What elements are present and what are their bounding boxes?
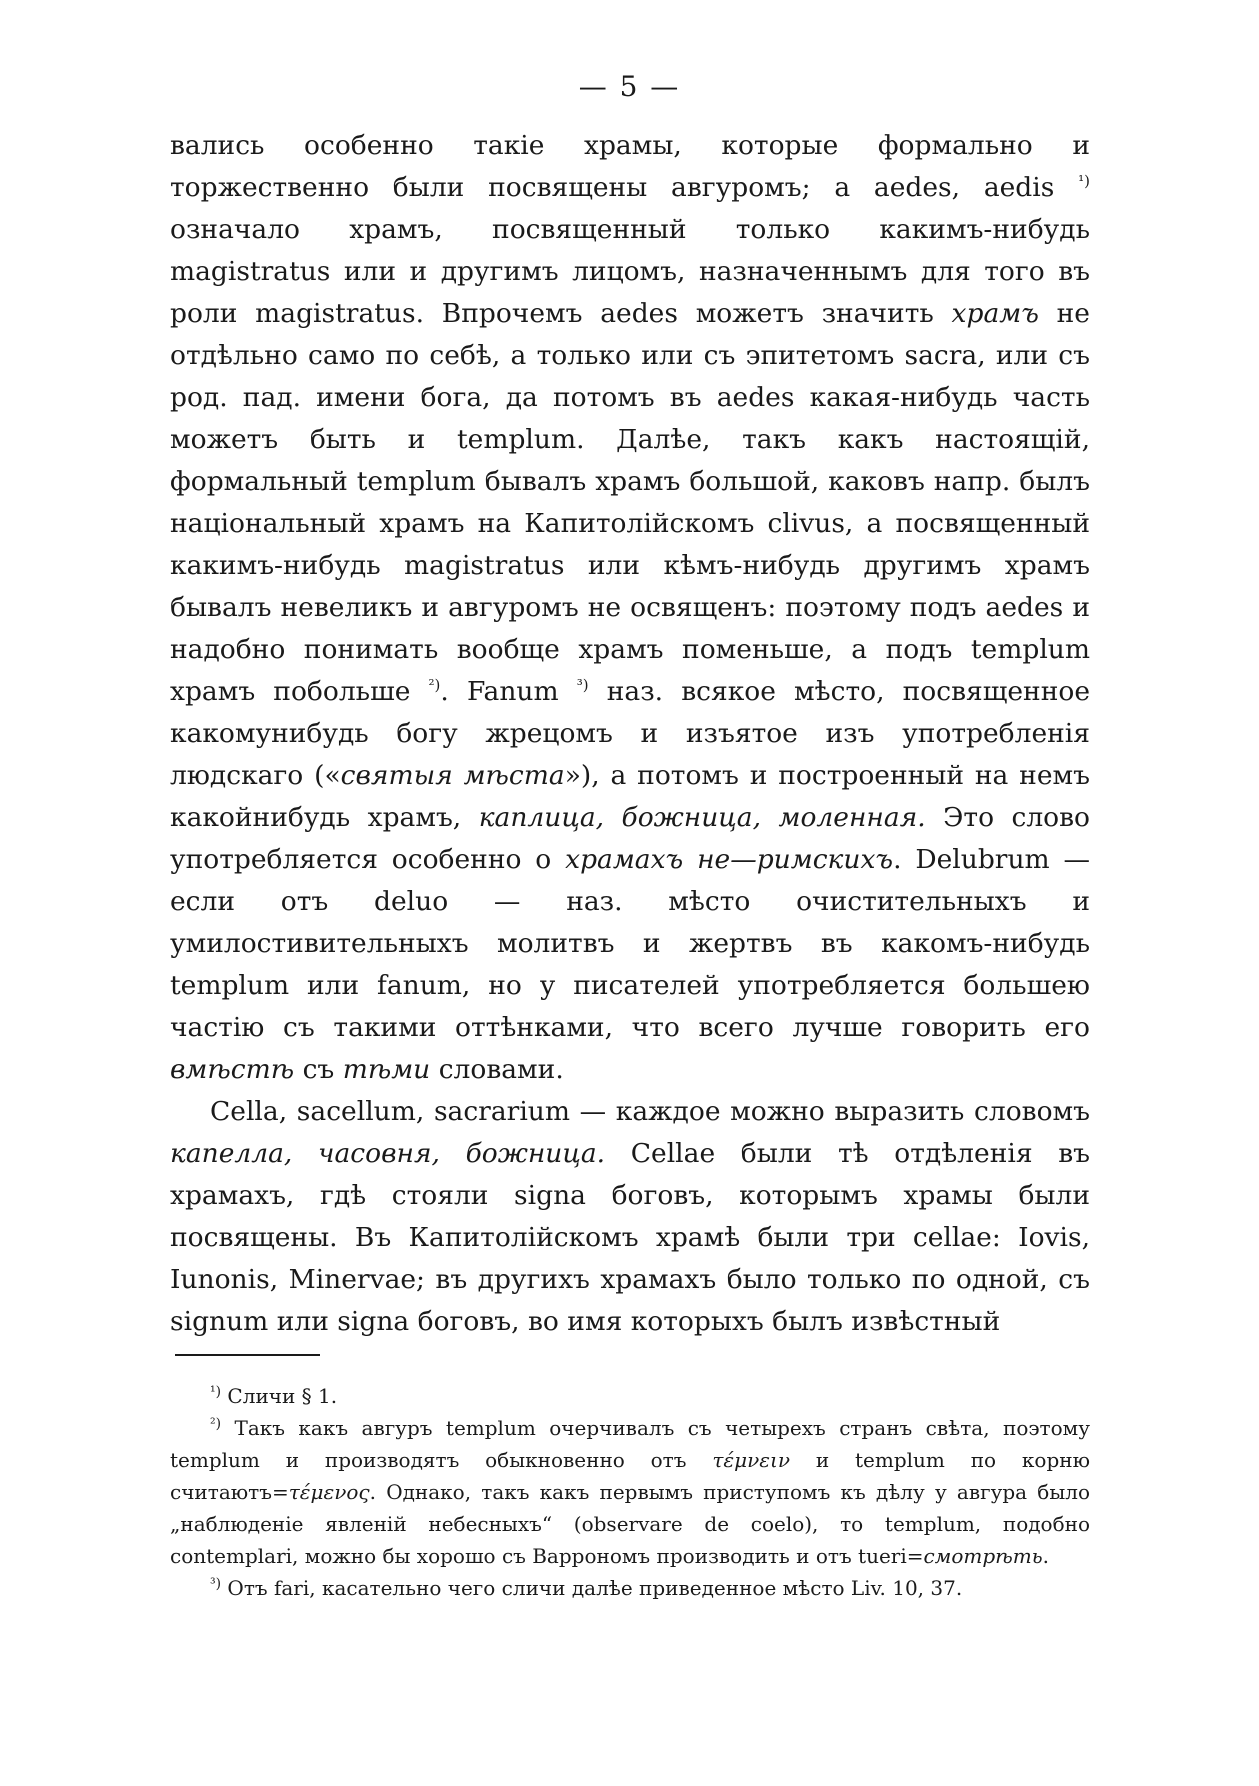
text-run: Cellae были тѣ отдѣленія въ храмахъ, гдѣ стояли signa боговъ, которымъ храмы были посвящены. Въ Капитолійскомъ храмѣ были три cellae: Iovis, Iunonis, Minervae; въ другихъ храмахъ было только по одной, съ signum или signa боговъ, во имя которыхъ былъ извѣстный <box>170 1138 1090 1337</box>
text-run: . Fanum <box>440 676 577 707</box>
footnote-ref-1: ¹) <box>1078 172 1090 190</box>
footnote-3 <box>170 1572 1090 1604</box>
italic-run: тѣми <box>342 1054 431 1085</box>
footnote-divider <box>175 1354 320 1356</box>
text-run: Это слово употребляется особенно о <box>170 802 1091 875</box>
footnote-mark: ³) <box>210 1576 222 1592</box>
footnote-text: и templum по корню считаютъ= <box>170 1448 1090 1504</box>
footnote-text: . <box>1042 1544 1049 1568</box>
footnote-1 <box>170 1380 1090 1412</box>
italic-run: храмъ <box>951 298 1039 329</box>
italic-run: смотрѣть <box>923 1544 1043 1568</box>
footnotes <box>170 1380 1090 1604</box>
text-run: . Delubrum — если отъ deluo — наз. мѣсто очистительныхъ и умилостивительныхъ молитвъ и жертвъ въ какомъ-нибудь templum или fanum, но у писателей употребляется большею частію съ такими оттѣнками, что всего лучше говорить его <box>170 844 1090 1043</box>
greek-word: τέμενος <box>288 1480 370 1504</box>
main-text <box>170 125 1090 1343</box>
italic-run: святыя мѣста <box>340 760 565 791</box>
greek-word: τέμνειν <box>712 1448 790 1472</box>
footnote-2 <box>170 1412 1090 1572</box>
page-number: — 5 — <box>578 70 681 103</box>
footnote-text: Такъ какъ авгуръ templum очерчивалъ съ четырехъ странъ свѣта, поэтому templum и производятъ обыкновенно отъ <box>170 1416 1090 1472</box>
footnote-ref-3: ³) <box>576 676 589 694</box>
paragraph-1 <box>170 125 1090 1091</box>
footnote-mark: ²) <box>210 1416 222 1432</box>
text-run: не отдѣльно само по себѣ, а только или съ эпитетомъ sacra, или съ род. пад. имени бога, да потомъ въ aedes какая-нибудь часть можетъ быть и templum. Далѣе, такъ какъ настоящій, формальный templum бывалъ храмъ большой, каковъ напр. былъ національный храмъ на Капитолійскомъ clivus, а посвященный какимъ-нибудь magistratus или кѣмъ-нибудь другимъ храмъ бывалъ невеликъ и авгуромъ не освященъ: поэтому подъ aedes и надобно понимать вообще храмъ поменьше, а подъ templum храмъ побольше <box>170 298 1090 707</box>
text-run: вались особенно такіе храмы, которые формально и торжественно были посвящены авгуромъ; а aedes, aedis <box>170 130 1090 203</box>
italic-run: храмахъ не—римскихъ <box>565 844 894 875</box>
footnote-ref-2: ²) <box>428 676 441 694</box>
italic-run: каплица, божница, моленная. <box>478 802 926 833</box>
text-run: означало храмъ, посвященный только какимъ-нибудь magistratus или и другимъ лицомъ, назначеннымъ для того въ роли magistratus. Впрочемъ aedes можетъ значить <box>170 214 1090 329</box>
text-run: Cella, sacellum, sacrarium — каждое можно выразить словомъ <box>210 1096 1090 1127</box>
text-run: словами. <box>430 1054 564 1085</box>
footnote-text: . Однако, такъ какъ первымъ приступомъ къ дѣлу у авгура было „наблюденіе явленій небесныхъ“ (observare de coelo), то templum, подобно contemplari, можно бы хорошо съ Варрономъ производить и отъ tueri= <box>170 1480 1090 1568</box>
footnote-text: Отъ fari, касательно чего сличи далѣе приведенное мѣсто Liv. 10, 37. <box>221 1576 963 1600</box>
text-run: »), а потомъ и построенный на немъ какойнибудь храмъ, <box>170 760 1090 833</box>
text-run: наз. всякое мѣсто, посвященное какомунибудь богу жрецомъ и изъятое изъ употребленія людскаго (« <box>170 676 1090 791</box>
text-run: съ <box>294 1054 343 1085</box>
paragraph-2 <box>170 1091 1090 1343</box>
italic-run: вмѣстѣ <box>170 1054 295 1085</box>
footnote-mark: ¹) <box>210 1384 222 1400</box>
footnote-text: Сличи § 1. <box>221 1384 338 1408</box>
italic-run: капелла, часовня, божница. <box>170 1138 606 1169</box>
